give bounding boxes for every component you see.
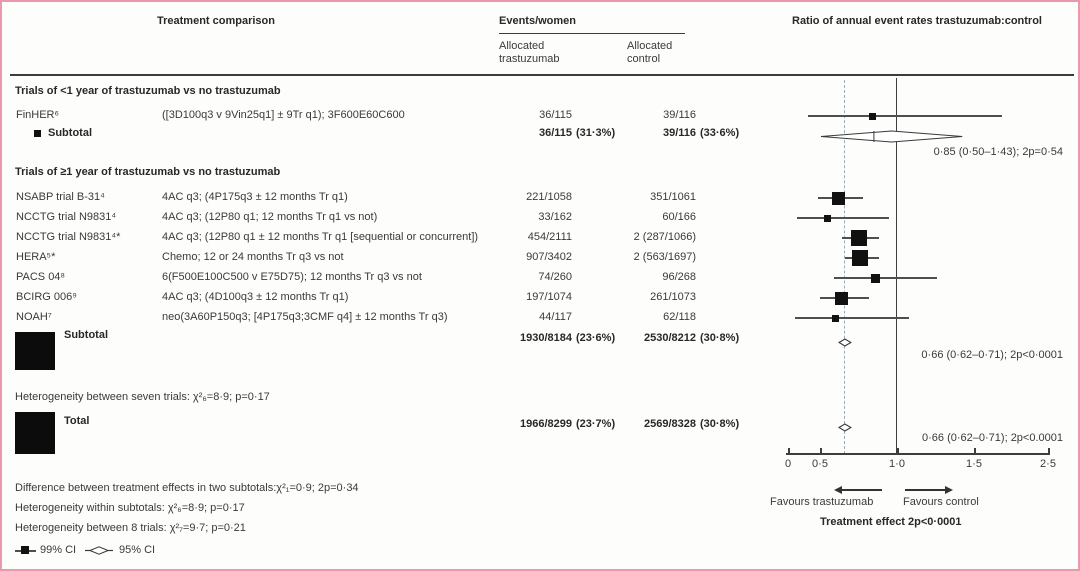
total-pct-trastuzumab: (23·7%) [576, 418, 616, 430]
trial-events-control [614, 231, 696, 244]
events-control-value: 96/268 [662, 271, 696, 283]
trial-treatment: Chemo; 12 or 24 months Tr q3 vs not [162, 251, 344, 263]
events-control-value: 39/116 [663, 109, 696, 121]
trial-events-control [614, 251, 696, 264]
trial-name: BCIRG 006⁹ [16, 291, 77, 303]
subtotal-long-fraction-trastuzumab: 1930/8184 [520, 332, 572, 344]
subtotal-short-pct-control: (33·6%) [700, 127, 740, 139]
events-trastuzumab-value: 74/260 [538, 271, 572, 283]
trial-treatment: ([3D100q3 v 9Vin25q1] ± 9Tr q1); 3F600E60C600 [162, 109, 405, 121]
trial-events-trastuzumab [490, 191, 572, 204]
subtotal-long-events-trastuzumab [490, 332, 615, 345]
subtotal-long-pct-trastuzumab: (23·6%) [576, 332, 616, 344]
total-fraction-control: 2569/8328 [644, 418, 696, 430]
point-estimate-square [835, 292, 848, 305]
favours-right-arrow [905, 489, 945, 491]
axis-tick-label: 0 [784, 458, 792, 470]
total-pct-control: (30·8%) [700, 418, 740, 430]
trial-events-trastuzumab [490, 291, 572, 304]
favours-trastuzumab-label: Favours trastuzumab [770, 496, 874, 508]
subtotal-bullet-square-icon [34, 130, 41, 137]
point-estimate-square [824, 215, 831, 222]
events-trastuzumab-value: 907/3402 [526, 251, 572, 263]
events-trastuzumab-value: 197/1074 [526, 291, 572, 303]
point-estimate-square [871, 274, 880, 283]
trial-events-trastuzumab [490, 271, 572, 284]
column-header-allocated-control: Allocated control [627, 40, 673, 65]
point-estimate-square [851, 230, 867, 246]
subtotal-long-pct-control: (30·8%) [700, 332, 740, 344]
events-trastuzumab-value: 36/115 [539, 109, 572, 121]
trial-events-trastuzumab [490, 109, 572, 122]
legend-99ci-square-icon [21, 546, 29, 554]
section-title-lt1-year: Trials of <1 year of trastuzumab vs no trastuzumab [15, 85, 281, 97]
subtotal-short-pct-trastuzumab: (31·3%) [576, 127, 616, 139]
total-annotation: 0·66 (0·62–0·71); 2p<0.0001 [922, 432, 1063, 444]
section-title-ge1-year: Trials of ≥1 year of trastuzumab vs no trastuzumab [15, 166, 281, 178]
heterogeneity-seven-trials-text: Heterogeneity between seven trials: χ²₆=8·9; p=0·17 [15, 391, 270, 403]
subtotal-long-diamond-95ci [838, 338, 852, 347]
events-trastuzumab-value: 221/1058 [526, 191, 572, 203]
subtotal-short-fraction-control: 39/116 [662, 127, 696, 139]
treatment-effect-label: Treatment effect 2p<0·0001 [820, 516, 962, 528]
events-control-value: 2 (287/1066) [633, 231, 696, 243]
subtotal-long-annotation: 0·66 (0·62–0·71); 2p<0·0001 [921, 349, 1063, 361]
axis-tick-label: 2·5 [1040, 458, 1056, 470]
total-events-control [614, 418, 739, 431]
footer-difference-subtotals-text: Difference between treatment effects in two subtotals:χ²₁=0·9; 2p=0·34 [15, 482, 359, 494]
axis-tick-label: 1·0 [889, 458, 905, 470]
subtotal-long-events-control [614, 332, 739, 345]
subtotal-short-events-trastuzumab [490, 127, 615, 140]
trial-name: PACS 04⁸ [16, 271, 66, 283]
ci-99-line [797, 217, 889, 219]
ci-99-line [795, 317, 909, 319]
trial-treatment: 6(F500E100C500 v E75D75); 12 months Tr q3 vs not [162, 271, 422, 283]
events-trastuzumab-value: 454/2111 [527, 231, 572, 243]
point-estimate-square [869, 113, 876, 120]
subtotal-short-events-control [614, 127, 739, 140]
events-control-value: 351/1061 [650, 191, 696, 203]
trial-name: HERA⁵* [16, 251, 56, 263]
subtotal-short-fraction-trastuzumab: 36/115 [538, 127, 572, 139]
trial-events-control [614, 211, 696, 224]
subtotal-short-label: Subtotal [48, 127, 92, 139]
events-trastuzumab-value: 33/162 [538, 211, 572, 223]
trial-name: NCCTG trial N9831⁴* [16, 231, 121, 243]
trial-events-trastuzumab [490, 211, 572, 224]
trial-treatment: neo(3A60P150q3; [4P175q3;3CMF q4] ± 12 months Tr q3) [162, 311, 448, 323]
trial-name: NOAH⁷ [16, 311, 52, 323]
axis-tick-label: 1·5 [966, 458, 982, 470]
events-control-value: 261/1073 [650, 291, 696, 303]
axis-tick-label: 0·5 [812, 458, 828, 470]
favours-left-arrowhead-icon [834, 486, 842, 494]
subtotal-long-square-marker [15, 332, 55, 370]
point-estimate-square [852, 250, 868, 266]
legend-95ci-diamond-icon [85, 546, 113, 559]
footer-heterogeneity-between8-text: Heterogeneity between 8 trials: χ²₇=9·7; p=0·21 [15, 522, 246, 534]
ci-99-line [808, 115, 1002, 117]
trial-name: NCCTG trial N9831⁴ [16, 211, 117, 223]
trial-events-control [614, 271, 696, 284]
legend-95ci-label: 95% CI [119, 544, 156, 556]
total-square-marker [15, 412, 55, 454]
subtotal-short-diamond-95ci [820, 130, 963, 143]
trial-treatment: 4AC q3; (4D100q3 ± 12 months Tr q1) [162, 291, 349, 303]
column-header-treatment-comparison: Treatment comparison [157, 15, 275, 27]
events-control-value: 62/118 [663, 311, 696, 323]
point-estimate-square [832, 315, 839, 322]
subtotal-long-label: Subtotal [64, 329, 108, 341]
column-header-allocated-trastuzumab: Allocated trastuzumab [499, 40, 560, 65]
trial-treatment: 4AC q3; (4P175q3 ± 12 months Tr q1) [162, 191, 348, 203]
trial-name: FinHER⁶ [16, 109, 60, 121]
legend-99ci-label: 99% CI [40, 544, 77, 556]
trial-events-trastuzumab [490, 251, 572, 264]
events-control-value: 60/166 [662, 211, 696, 223]
trial-events-trastuzumab [490, 231, 572, 244]
x-axis-line [786, 453, 1050, 455]
trial-events-control [614, 191, 696, 204]
footer-heterogeneity-within-text: Heterogeneity within subtotals: χ²₆=8·9; p=0·17 [15, 502, 245, 514]
events-control-value: 2 (563/1697) [633, 251, 696, 263]
subtotal-short-annotation: 0·85 (0·50–1·43); 2p=0·54 [933, 146, 1063, 158]
total-diamond-95ci [838, 423, 852, 432]
ci-99-line [834, 277, 937, 279]
favours-control-label: Favours control [903, 496, 979, 508]
trial-events-control [614, 109, 696, 122]
total-fraction-trastuzumab: 1966/8299 [520, 418, 572, 430]
favours-right-arrowhead-icon [945, 486, 953, 494]
favours-left-arrow [842, 489, 882, 491]
trial-events-trastuzumab [490, 311, 572, 324]
point-estimate-square [832, 192, 845, 205]
total-label: Total [64, 415, 90, 427]
trial-treatment: 4AC q3; (12P80 q1 ± 12 months Tr q1 [sequential or concurrent]) [162, 231, 479, 243]
subtotal-long-fraction-control: 2530/8212 [644, 332, 696, 344]
trial-treatment: 4AC q3; (12P80 q1; 12 months Tr q1 vs not) [162, 211, 378, 223]
trial-events-control [614, 311, 696, 324]
column-header-events-women: Events/women [499, 15, 577, 27]
trial-events-control [614, 291, 696, 304]
plot-title: Ratio of annual event rates trastuzumab:control [792, 15, 1042, 27]
total-events-trastuzumab [490, 418, 615, 431]
events-trastuzumab-value: 44/117 [539, 311, 572, 323]
trial-name: NSABP trial B-31⁴ [16, 191, 105, 203]
